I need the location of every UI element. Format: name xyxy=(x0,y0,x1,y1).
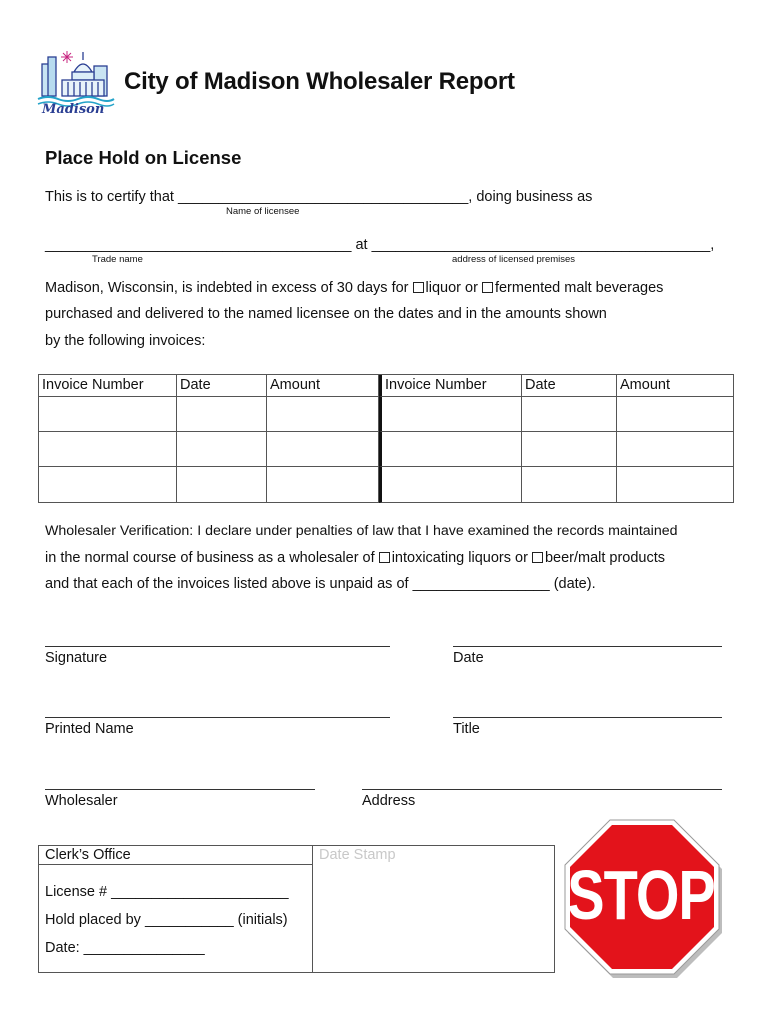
stop-sign xyxy=(562,818,724,980)
page-title: City of Madison Wholesaler Report xyxy=(124,68,515,95)
wholesaler-line[interactable] xyxy=(45,789,315,790)
liquor-checkbox[interactable] xyxy=(413,282,424,293)
printed-name-label: Printed Name xyxy=(45,721,134,737)
address-signature-label: Address xyxy=(362,793,416,809)
fermented-malt-label: fermented malt beverages xyxy=(494,280,664,296)
signature-line[interactable] xyxy=(45,646,390,647)
fermented-malt-checkbox[interactable] xyxy=(482,282,493,293)
license-number-field[interactable]: License # ______________________ xyxy=(45,884,289,900)
table-cell[interactable] xyxy=(39,467,177,503)
table-cell[interactable] xyxy=(267,397,379,432)
table-cell[interactable] xyxy=(617,397,734,432)
table-cell[interactable] xyxy=(617,467,734,503)
clerk-office-heading: Clerk’s Office xyxy=(45,847,131,863)
header-date-1: Date xyxy=(177,375,267,397)
table-cell[interactable] xyxy=(522,432,617,467)
table-cell[interactable] xyxy=(522,397,617,432)
verification-line-3: and that each of the invoices listed above is unpaid as of _________________ (date). xyxy=(45,576,596,592)
table-cell[interactable] xyxy=(267,432,379,467)
table-cell[interactable] xyxy=(379,432,522,467)
purchased-line: purchased and delivered to the named licensee on the dates and in the amounts shown xyxy=(45,306,607,322)
trade-name-line: ______________________________________ at __________________________________________, xyxy=(45,237,715,253)
header-invoice-number-1: Invoice Number xyxy=(39,375,177,397)
date-label: Date xyxy=(453,650,484,666)
intoxicating-liquors-label: intoxicating liquors or xyxy=(391,550,528,566)
verification-line-2 xyxy=(45,549,665,567)
clerk-office-box xyxy=(38,845,555,973)
indebted-line xyxy=(45,279,663,297)
liquor-label: liquor or xyxy=(425,280,478,296)
certify-line: This is to certify that ____________________________________, doing business as xyxy=(45,189,593,205)
verification-text: in the normal course of business as a wholesaler of xyxy=(45,550,375,566)
table-cell[interactable] xyxy=(522,467,617,503)
clerk-heading-underline xyxy=(39,864,312,865)
table-cell[interactable] xyxy=(39,432,177,467)
city-logo xyxy=(36,42,116,120)
printed-name-line[interactable] xyxy=(45,717,390,718)
invoice-table xyxy=(38,374,734,503)
header-amount-2: Amount xyxy=(617,375,734,397)
clerk-box-divider xyxy=(312,846,313,972)
beer-malt-label: beer/malt products xyxy=(544,550,666,566)
header-amount-1: Amount xyxy=(267,375,379,397)
name-of-licensee-label: Name of licensee xyxy=(226,206,300,217)
title-line[interactable] xyxy=(453,717,722,718)
header-invoice-number-2: Invoice Number xyxy=(379,375,522,397)
verification-line-1: Wholesaler Verification: I declare under penalties of law that I have examined the records maintained xyxy=(45,523,678,539)
indebted-text: Madison, Wisconsin, is indebted in excess of 30 days for xyxy=(45,280,409,296)
trade-name-label: Trade name xyxy=(92,254,143,265)
address-label: address of licensed premises xyxy=(452,254,576,265)
table-cell[interactable] xyxy=(379,467,522,503)
table-cell[interactable] xyxy=(267,467,379,503)
invoices-line: by the following invoices: xyxy=(45,333,206,349)
wholesaler-label: Wholesaler xyxy=(45,793,118,809)
table-cell[interactable] xyxy=(177,432,267,467)
intoxicating-liquors-checkbox[interactable] xyxy=(379,552,390,563)
clerk-date-field[interactable]: Date: _______________ xyxy=(45,940,205,956)
header-date-2: Date xyxy=(522,375,617,397)
hold-placed-by-field[interactable]: Hold placed by ___________ (initials) xyxy=(45,912,288,928)
section-title: Place Hold on License xyxy=(45,147,242,168)
table-cell[interactable] xyxy=(39,397,177,432)
table-cell[interactable] xyxy=(177,467,267,503)
logo-wordmark: Madison xyxy=(42,102,105,117)
address-line[interactable] xyxy=(362,789,722,790)
date-stamp-label: Date Stamp xyxy=(319,847,396,863)
title-label: Title xyxy=(453,721,480,737)
date-line[interactable] xyxy=(453,646,722,647)
signature-label: Signature xyxy=(45,650,108,666)
table-cell[interactable] xyxy=(617,432,734,467)
stop-text: STOP xyxy=(567,855,715,934)
beer-malt-checkbox[interactable] xyxy=(532,552,543,563)
table-cell[interactable] xyxy=(379,397,522,432)
table-cell[interactable] xyxy=(177,397,267,432)
